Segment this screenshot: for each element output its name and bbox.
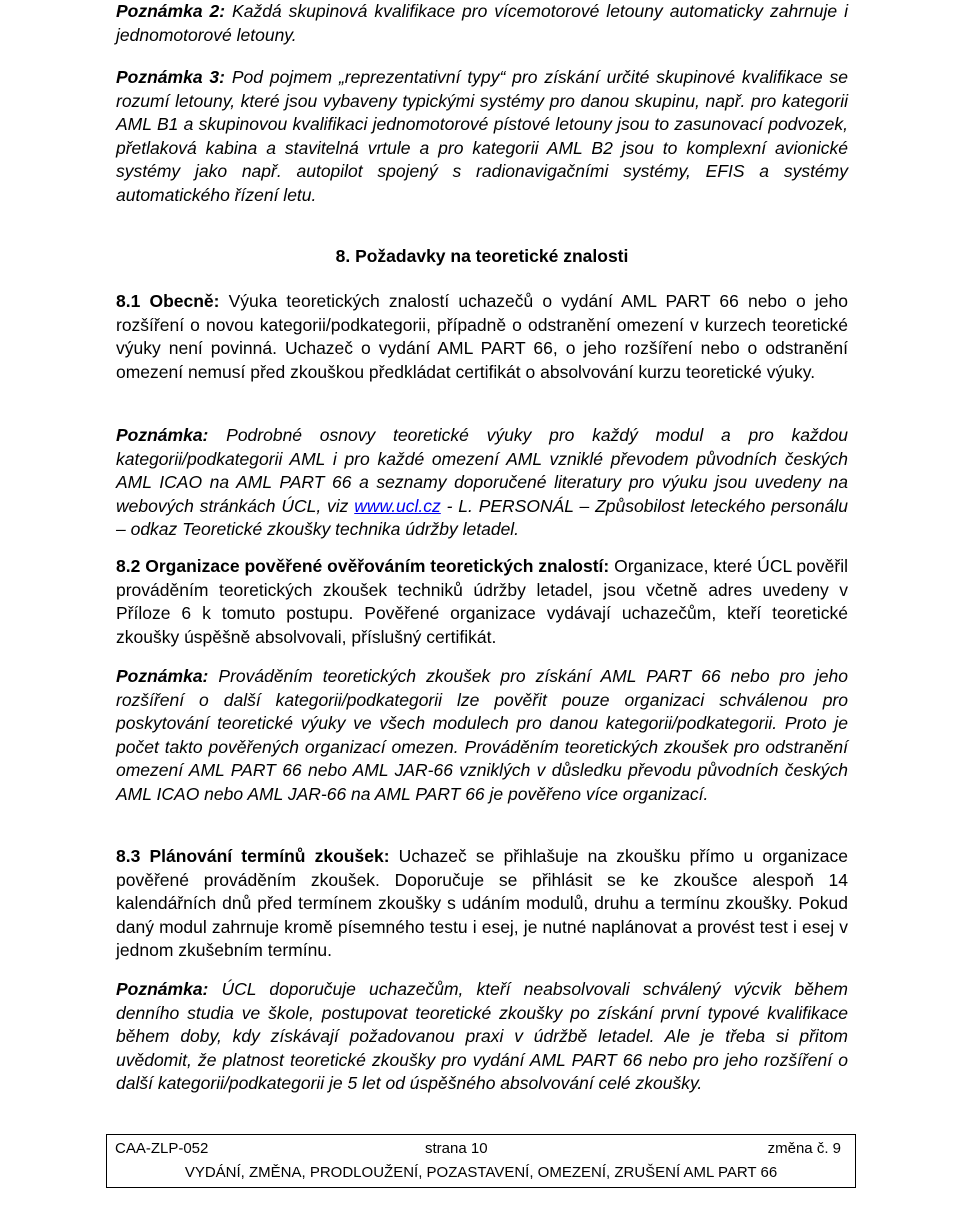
footer-page-number: strana 10 (425, 1140, 488, 1157)
section-8-2-label: 8.2 Organizace pověřené ověřováním teoretických znalostí: (116, 556, 610, 576)
note-8-2-text: Prováděním teoretických zkoušek pro získání AML PART 66 nebo pro jeho rozšíření o další kategorii/podkategorii lze pověřit pouze organizaci schválenou pro poskytování teoretické výuky ve všech modulech pro danou kategorii/podkategorii. Proto je počet takto pověřených organizací omezen. Prováděním teoretických zkoušek pro odstranění omezení AML PART 66 nebo AML JAR-66 vzniklých v důsledku převodu původních českých AML ICAO nebo AML JAR-66 na AML PART 66 je pověřeno více organizací. (116, 666, 848, 804)
note-8-1 (116, 424, 848, 542)
note-8-3-label: Poznámka: (116, 979, 209, 999)
ucl-website-link[interactable]: www.ucl.cz (354, 495, 441, 516)
note-8-1-text-b: - L. PERSONÁL – Způsobilost leteckého personálu – odkaz Teoretické zkoušky technika údržby letadel. (116, 495, 848, 540)
footer-doc-id: CAA-ZLP-052 (115, 1140, 209, 1157)
footer-revision: změna č. 9 (767, 1140, 841, 1157)
note-2-label: Poznámka 2: (116, 1, 226, 21)
section-8-3 (116, 845, 848, 963)
section-8-1-text: Výuka teoretických znalostí uchazečů o vydání AML PART 66 nebo o jeho rozšíření o novou kategorii/podkategorii, případně o odstranění omezení v kurzech teoretické výuky není povinná. Uchazeč o vydání AML PART 66, o jeho rozšíření nebo o odstranění omezení nemusí před zkouškou předkládat certifikát o absolvování kurzu teoretické výuky. (116, 291, 848, 382)
section-8-1 (116, 290, 848, 384)
note-2 (116, 0, 848, 47)
footer-title: VYDÁNÍ, ZMĚNA, PRODLOUŽENÍ, POZASTAVENÍ, OMEZENÍ, ZRUŠENÍ AML PART 66 (184, 1164, 778, 1181)
note-2-text: Každá skupinová kvalifikace pro vícemotorové letouny automaticky zahrnuje i jednomotorové letouny. (116, 1, 848, 45)
section-8-2-text: Organizace, které ÚCL pověřil prováděním teoretických zkoušek techniků údržby letadel, jsou včetně adres uvedeny v Příloze 6 k tomuto postupu. Pověřené organizace vydávají uchazečům, kteří teoretické zkoušky úspěšně absolvovali, příslušný certifikát. (116, 556, 848, 647)
section-8-3-label: 8.3 Plánování termínů zkoušek: (116, 846, 390, 866)
note-8-3 (116, 978, 848, 1096)
note-8-1-label: Poznámka: (116, 425, 209, 445)
note-8-2 (116, 665, 848, 807)
note-3-text: Pod pojmem „reprezentativní typy“ pro získání určité skupinové kvalifikace se rozumí letouny, které jsou vybaveny typickými systémy pro danou skupinu, např. pro kategorii AML B1 a skupinovou kvalifikaci jednomotorové pístové letouny jsou to zasunovací podvozek, přetlaková kabina a stavitelná vrtule a pro kategorii AML B2 jsou to komplexní avionické systémy jako např. autopilot spojený s radionavigačními systémy, EFIS a systémy automatického řízení letu. (116, 67, 848, 205)
note-8-3-text: ÚCL doporučuje uchazečům, kteří neabsolvovali schválený výcvik během denního studia ve škole, postupovat teoretické zkoušky po získání první typové kvalifikace během doby, kdy získávají požadovanou praxi v údržbě letadel. Ale je třeba si přitom uvědomit, že platnost teoretické zkoušky pro vydání AML PART 66 nebo pro jeho rozšíření o další kategorii/podkategorii je 5 let od úspěšného absolvování celé zkoušky. (116, 979, 848, 1094)
section-8-3-text: Uchazeč se přihlašuje na zkoušku přímo u organizace pověřené prováděním zkoušek. Doporučuje se přihlásit se ke zkoušce alespoň 14 kalendářních dnů před termínem zkoušky s udáním modulů, druhu a termínu zkoušky. Pokud daný modul zahrnuje kromě písemného testu i esej, je nutné naplánovat a provést test i esej v jednom zkušebním termínu. (116, 846, 848, 961)
note-3-label: Poznámka 3: (116, 67, 225, 87)
section-8-1-label: 8.1 Obecně: (116, 291, 220, 311)
section-heading: 8. Požadavky na teoretické znalosti (335, 246, 629, 266)
page-footer (106, 1134, 856, 1188)
note-8-1-text-a: Podrobné osnovy teoretické výuky pro každý modul a pro každou kategorii/podkategorii AML i pro každé omezení AML vzniklé převodem původních českých AML ICAO na AML PART 66 a seznamy doporučené literatury pro výuku jsou uvedeny na webových stránkách ÚCL, viz (116, 425, 848, 516)
note-8-2-label: Poznámka: (116, 666, 209, 686)
note-3 (116, 66, 848, 208)
footer-row-1 (107, 1137, 855, 1161)
section-8-2 (116, 555, 848, 649)
